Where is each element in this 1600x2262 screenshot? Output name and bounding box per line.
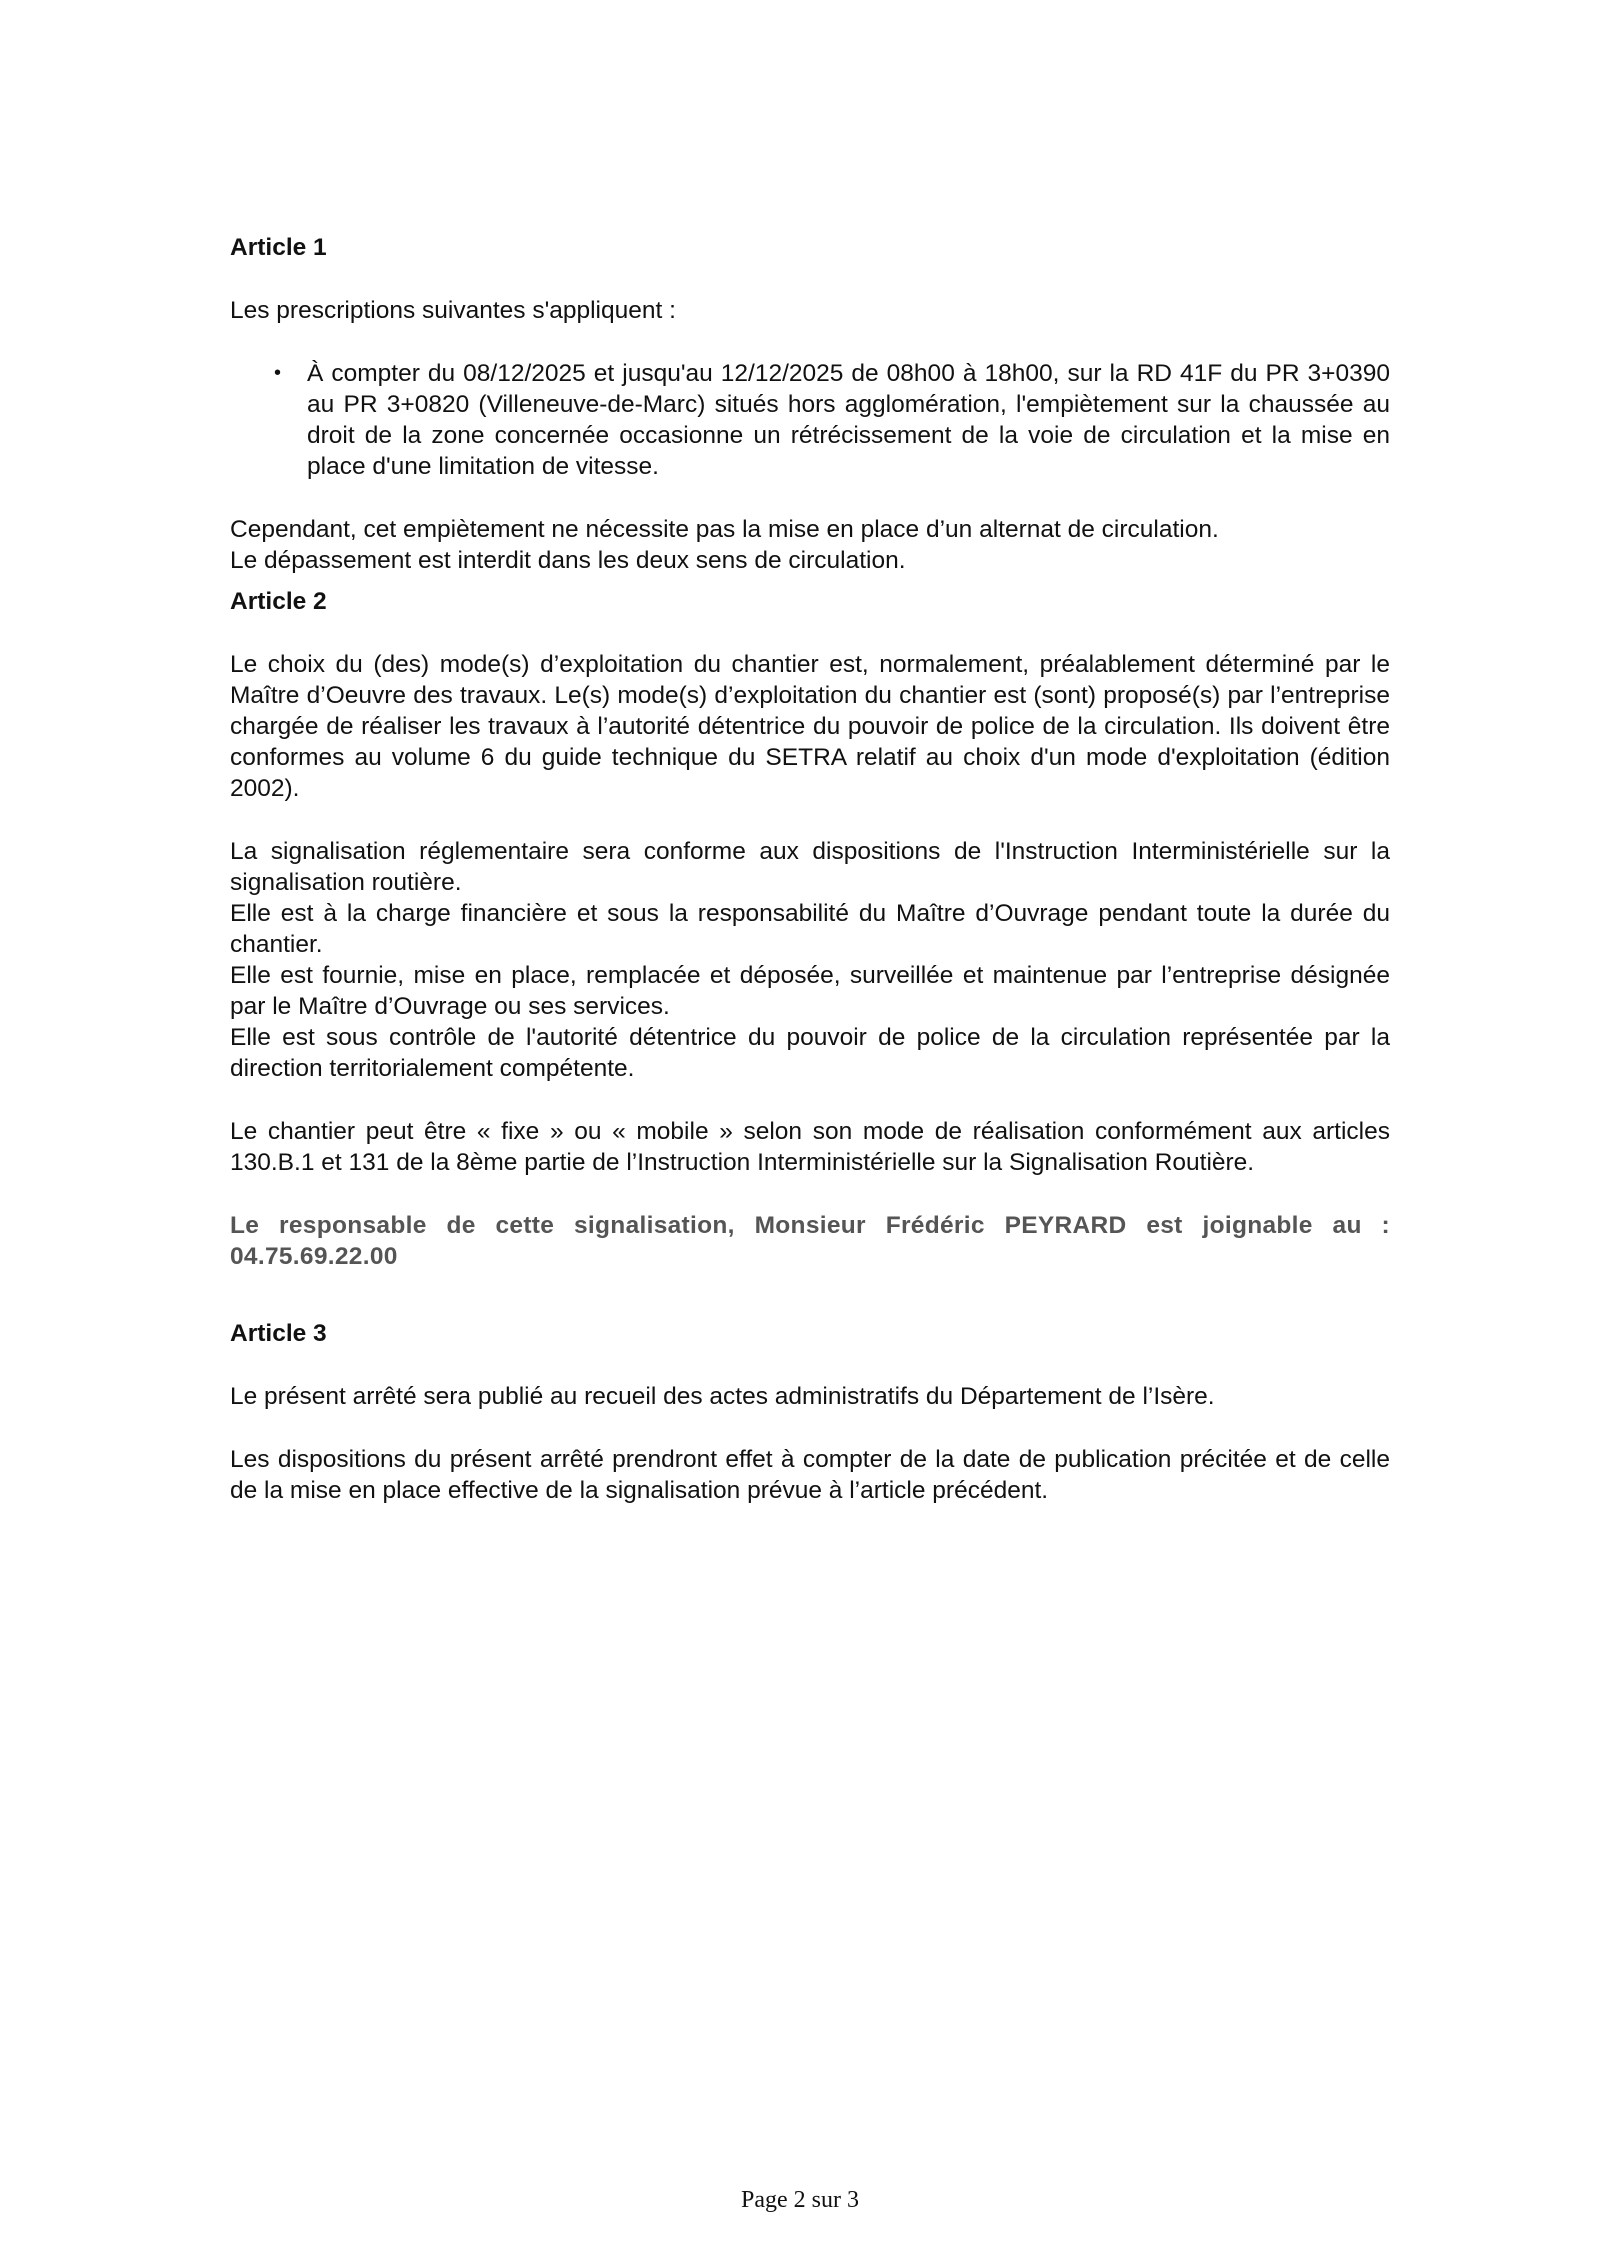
article-2-paragraph-mode-exploitation: Le choix du (des) mode(s) d’exploitation du chantier est, normalement, préalablement déterminé par le Maître d’Oeuvre des travaux. Le(s) mode(s) d’exploitation du chantier est (sont) proposé(s) par l’entreprise chargée de réaliser les travaux à l’autorité détentrice du pouvoir de police de la circulation. Ils doivent être conformes au volume 6 du guide technique du SETRA relatif au choix d'un mode d'exploitation (édition 2002). [230, 651, 1390, 802]
article-1-bullet-list [230, 358, 1390, 482]
article-3-paragraph-effet: Les dispositions du présent arrêté prendront effet à compter de la date de publication précitée et de celle de la mise en place effective de la signalisation prévue à l’article précédent. [230, 1446, 1390, 1504]
bullet-icon: • [274, 362, 282, 384]
article-2-paragraph-charge: Elle est à la charge financière et sous la responsabilité du Maître d’Ouvrage pendant toute la durée du chantier. [230, 900, 1390, 958]
article-2-paragraph-signalisation: La signalisation réglementaire sera conforme aux dispositions de l'Instruction Interministérielle sur la signalisation routière. [230, 838, 1390, 896]
article-2-paragraph-controle: Elle est sous contrôle de l'autorité détentrice du pouvoir de police de la circulation représentée par la direction territorialement compétente. [230, 1024, 1390, 1082]
article-1-bullet-item [230, 358, 1390, 482]
article-2-paragraph-fournie: Elle est fournie, mise en place, remplacée et déposée, surveillée et maintenue par l’entreprise désignée par le Maître d’Ouvrage ou ses services. [230, 962, 1390, 1020]
article-1-note-depassement: Le dépassement est interdit dans les deux sens de circulation. [230, 547, 906, 574]
document-body [230, 232, 1390, 1506]
article-1-bullet-text: À compter du 08/12/2025 et jusqu'au 12/12/2025 de 08h00 à 18h00, sur la RD 41F du PR 3+0390 au PR 3+0820 (Villeneuve-de-Marc) situés hors agglomération, l'empiètement sur la chaussée au droit de la zone concernée occasionne un rétrécissement de la voie de circulation et la mise en place d'une limitation de vitesse. [307, 360, 1390, 480]
article-2-heading: Article 2 [230, 588, 327, 615]
article-1-heading: Article 1 [230, 234, 327, 261]
article-1-intro: Les prescriptions suivantes s'appliquent : [230, 297, 676, 324]
article-1-note-alternat: Cependant, cet empiètement ne nécessite pas la mise en place d’un alternat de circulation. [230, 516, 1219, 543]
page-number: Page 2 sur 3 [741, 2187, 859, 2213]
article-3-paragraph-publication: Le présent arrêté sera publié au recueil des actes administratifs du Département de l’Isère. [230, 1383, 1215, 1410]
article-2-contact: Le responsable de cette signalisation, Monsieur Frédéric PEYRARD est joignable au : 04.75.69.22.00 [230, 1212, 1390, 1270]
article-3-heading: Article 3 [230, 1320, 327, 1347]
article-2-paragraph-chantier: Le chantier peut être « fixe » ou « mobile » selon son mode de réalisation conformément aux articles 130.B.1 et 131 de la 8ème partie de l’Instruction Interministérielle sur la Signalisation Routière. [230, 1118, 1390, 1176]
